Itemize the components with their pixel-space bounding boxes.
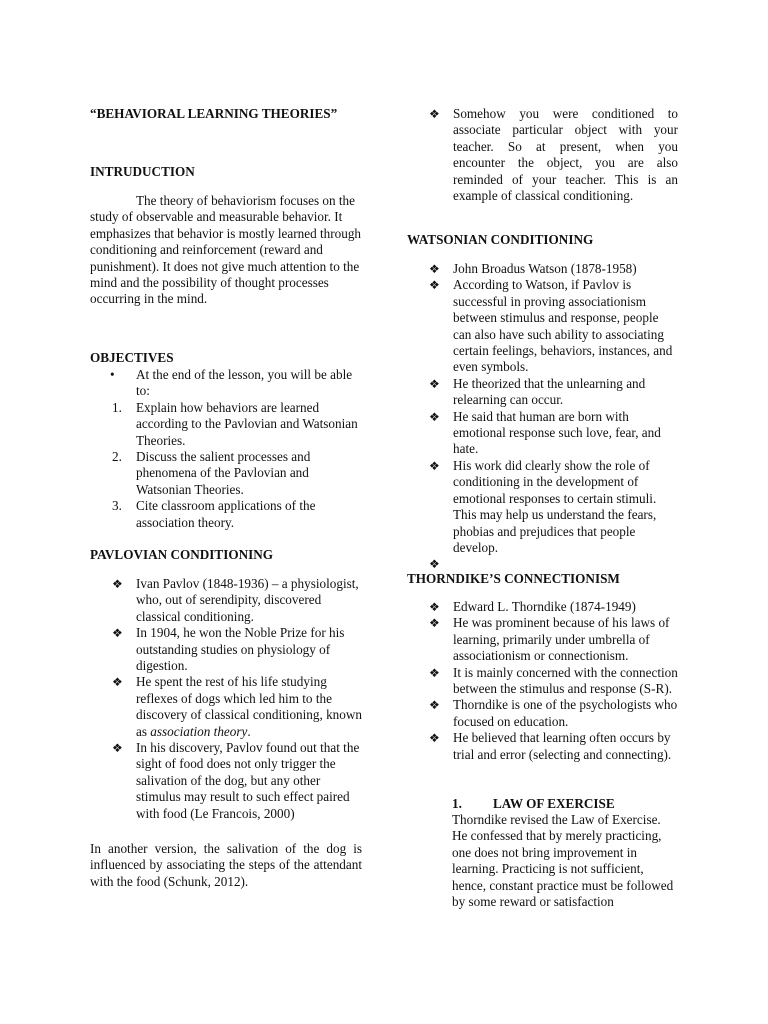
list-item	[407, 409, 678, 458]
objectives-list	[90, 367, 362, 531]
diamond-bullet-icon: ❖	[112, 577, 123, 591]
diamond-bullet-icon: ❖	[429, 107, 440, 121]
list-item	[90, 576, 362, 625]
list-item	[407, 261, 678, 277]
introduction-heading: INTRUDUCTION	[90, 164, 195, 179]
right-column	[407, 0, 678, 910]
bullet-glyph: •	[110, 367, 115, 382]
diamond-bullet-icon: ❖	[429, 698, 440, 713]
list-item	[90, 498, 362, 531]
thorndike-heading: THORNDIKE’S CONNECTIONISM	[407, 571, 620, 586]
list-number: 2.	[112, 449, 122, 465]
thorndike-item-text: Thorndike is one of the psychologists who focused on education.	[453, 697, 678, 729]
diamond-bullet-icon: ❖	[429, 409, 440, 424]
diamond-bullet-icon: ❖	[429, 731, 440, 746]
pavlovian-heading: PAVLOVIAN CONDITIONING	[90, 547, 274, 562]
objective-text: Explain how behaviors are learned according to the Pavlovian and Watsonian Theories.	[136, 399, 358, 448]
list-item	[407, 730, 678, 763]
pavlovian-item-text: Ivan Pavlov (1848-1936) – a physiologist, who, out of serendipity, discovered classical conditioning.	[136, 576, 359, 624]
watsonian-heading: WATSONIAN CONDITIONING	[407, 232, 594, 247]
diamond-bullet-icon: ❖	[429, 616, 440, 631]
pavlovian-item-text: He spent the rest of his life studying reflexes of dogs which led him to the discovery of classical conditioning, known as association theory.	[136, 674, 362, 739]
law-number: 1.	[452, 796, 462, 811]
law-title: LAW OF EXERCISE	[493, 796, 615, 811]
thorndike-item-text: He believed that learning often occurs by trial and error (selecting and connecting).	[453, 730, 672, 762]
pavlovian-item-text: In his discovery, Pavlov found out that the sight of food does not only trigger the salivation of the dog, but any other stimulus may result to such effect paired with food (Le Francois, 2000)	[136, 740, 360, 821]
diamond-bullet-icon: ❖	[429, 376, 440, 391]
thorndike-item-text: He was prominent because of his laws of learning, primarily under umbrella of associationism or connectionism.	[453, 615, 670, 664]
objectives-heading: OBJECTIVES	[90, 350, 174, 365]
list-item	[90, 674, 362, 740]
list-item	[407, 277, 678, 375]
diamond-bullet-icon: ❖	[429, 458, 440, 473]
diamond-bullet-icon: ❖	[112, 675, 123, 690]
list-item	[407, 697, 678, 730]
diamond-bullet-icon: ❖	[429, 557, 440, 572]
thorndike-item-text: It is mainly concerned with the connection between the stimulus and response (S-R).	[453, 664, 678, 697]
list-item	[90, 400, 362, 449]
list-item	[407, 665, 678, 698]
list-item	[407, 376, 678, 409]
diamond-bullet-icon: ❖	[429, 665, 440, 680]
list-item	[90, 449, 362, 498]
watsonian-item-text: He theorized that the unlearning and relearning can occur.	[453, 375, 646, 408]
list-item	[90, 367, 362, 400]
emphasized-term: association theory	[150, 723, 248, 739]
diamond-bullet-icon: ❖	[429, 278, 440, 293]
list-number: 1.	[112, 399, 122, 415]
watsonian-item-text: John Broadus Watson (1878-1958)	[453, 261, 637, 276]
list-item	[407, 615, 678, 664]
diamond-bullet-icon: ❖	[112, 626, 123, 641]
watsonian-list	[407, 261, 678, 572]
law-of-exercise-heading	[407, 796, 678, 813]
list-item	[90, 740, 362, 822]
watsonian-item-text: He said that human are born with emotional response such love, fear, and hate.	[453, 408, 661, 457]
classical-example-list	[407, 106, 678, 204]
introduction-paragraph: The theory of behaviorism focuses on the study of observable and measurable behavior. It emphasizes that behavior is mostly learned through conditioning and reinforcement (reward and punishment). It does not give much attention to the mind and the possibility of thought processes occurring in the mind.	[90, 193, 362, 307]
diamond-bullet-icon: ❖	[429, 600, 440, 614]
document-title: “BEHAVIORAL LEARNING THEORIES”	[90, 106, 338, 121]
objective-text: Cite classroom applications of the association theory.	[136, 498, 316, 530]
pavlovian-paragraph: In another version, the salivation of the dog is influenced by associating the steps of the attendant with the food (Schunk, 2012).	[90, 841, 362, 889]
list-number: 3.	[112, 498, 122, 514]
objective-text: Discuss the salient processes and phenomena of the Pavlovian and Watsonian Theories.	[136, 449, 311, 497]
pavlovian-item-text: In 1904, he won the Noble Prize for his outstanding studies on physiology of digestion.	[136, 625, 345, 674]
example-text: Somehow you were conditioned to associate particular object with your teacher. So at present, when you encounter the object, you are also reminded of your teacher. This is an example of classical conditioning.	[453, 106, 678, 204]
thorndike-list	[407, 599, 678, 763]
pavlovian-list	[90, 576, 362, 822]
list-item	[407, 458, 678, 556]
list-item	[407, 599, 678, 615]
law-of-exercise-text: Thorndike revised the Law of Exercise. He confessed that by merely practicing, one does not bring improvement in learning. Practicing is not sufficient, hence, constant practice must be followed by some reward or satisfaction	[452, 812, 674, 910]
list-item	[90, 625, 362, 674]
objectives-intro: At the end of the lesson, you will be able to:	[136, 367, 353, 399]
thorndike-item-text: Edward L. Thorndike (1874-1949)	[453, 599, 636, 614]
diamond-bullet-icon: ❖	[429, 262, 440, 276]
list-item	[407, 106, 678, 204]
watsonian-item-text: His work did clearly show the role of conditioning in the development of emotional responses to certain stimuli. This may help us understand the fears, phobias and prejudices that people develop.	[453, 457, 657, 555]
watsonian-item-text: According to Watson, if Pavlov is successful in proving associationism between stimulus and response, people can also have such ability to associating certain feelings, behaviors, instances, and even symbols.	[453, 277, 673, 375]
diamond-bullet-icon: ❖	[112, 741, 123, 756]
